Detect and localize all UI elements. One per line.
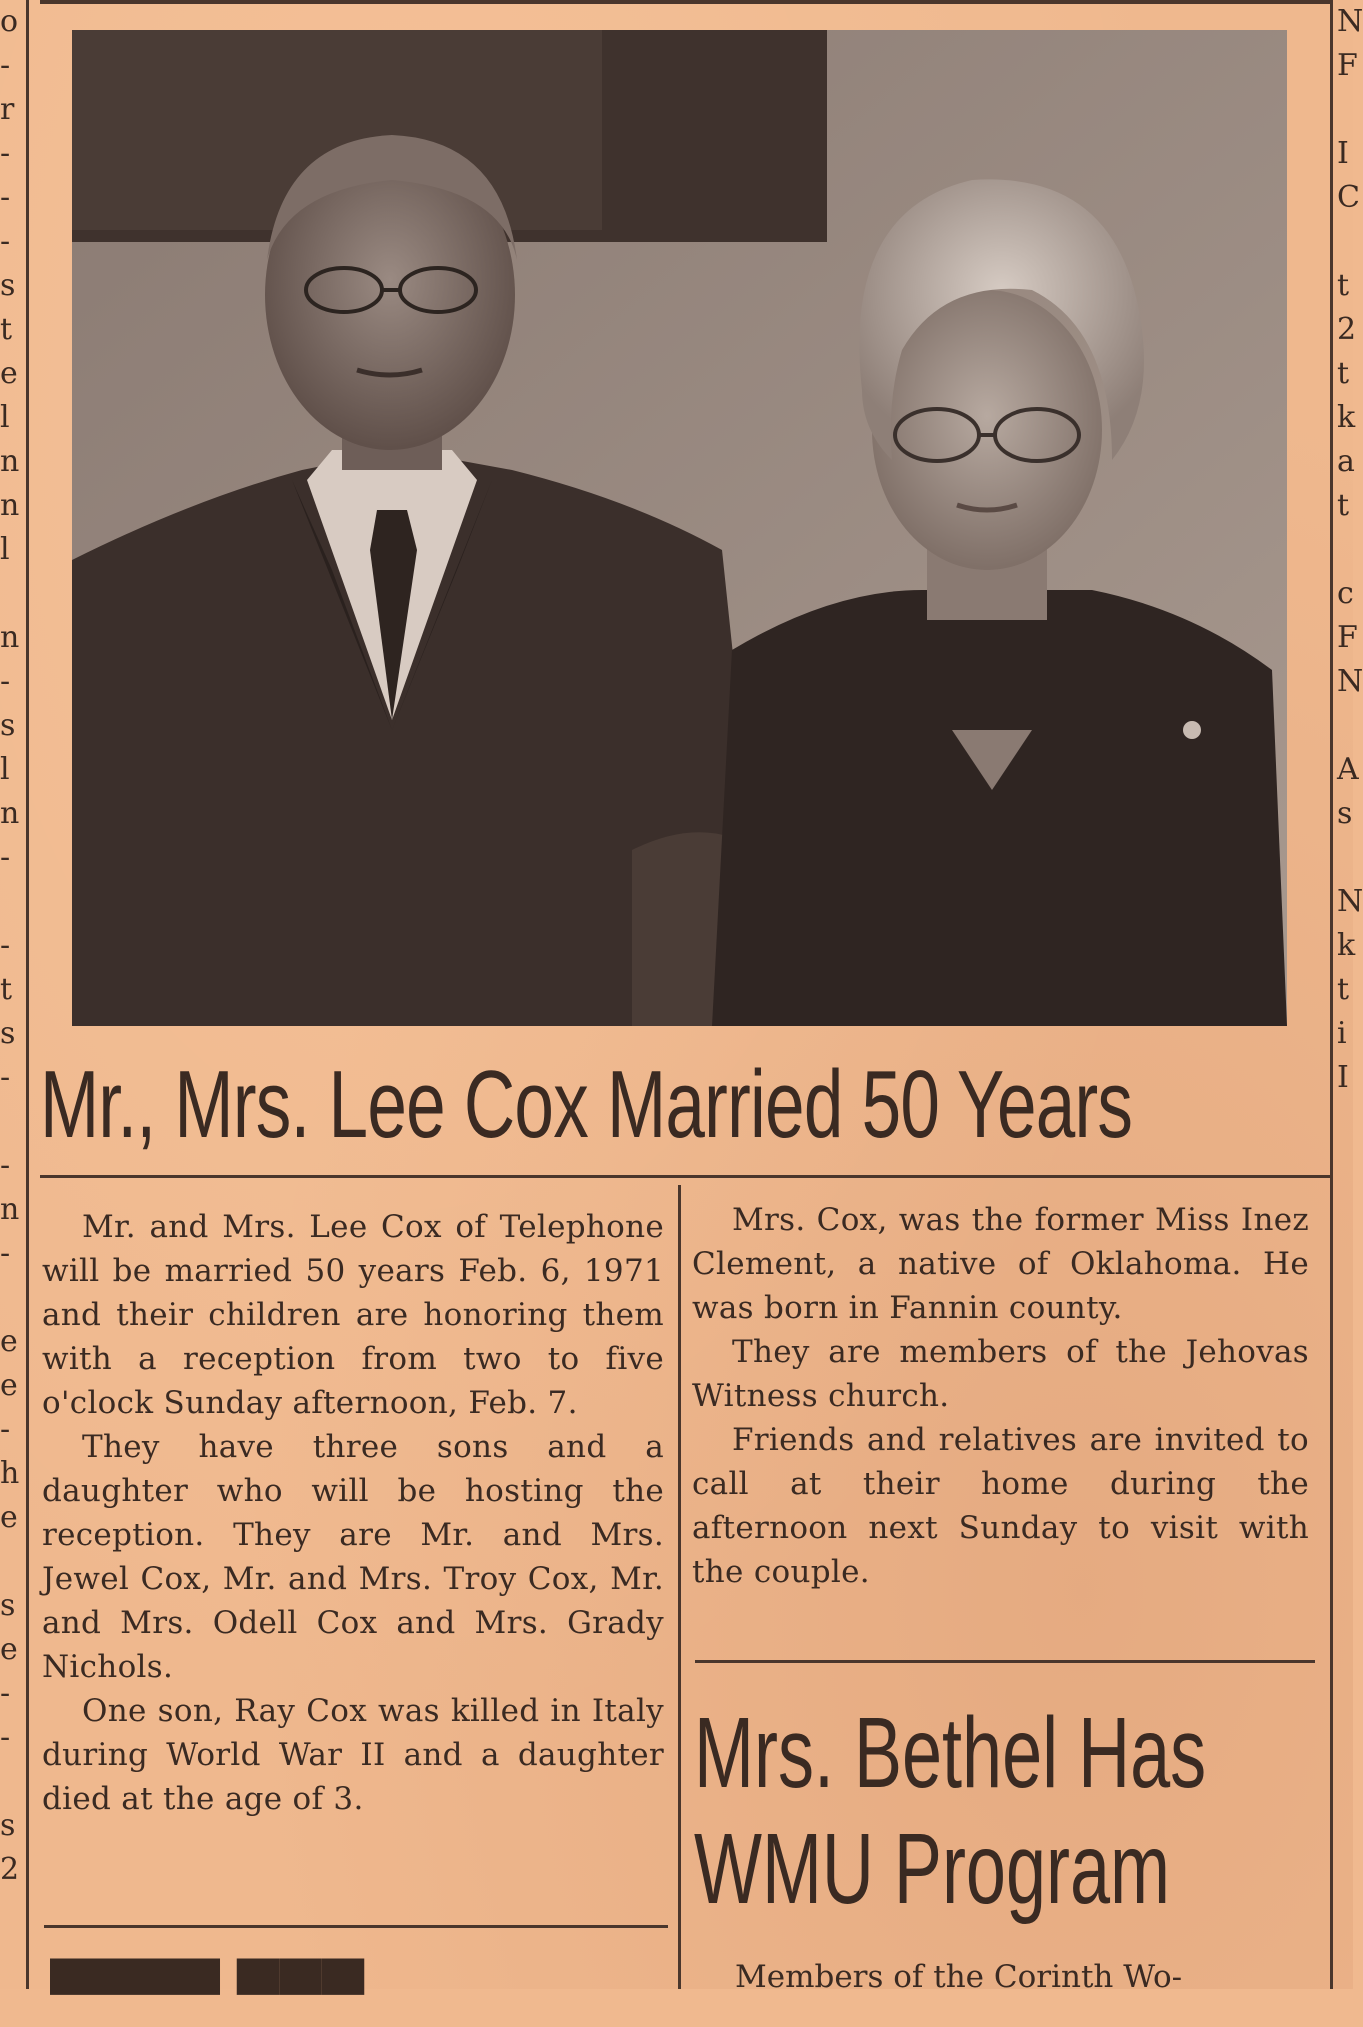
edge-fragment-glyph: - (0, 1060, 11, 1095)
edge-fragment-glyph: N (1337, 4, 1363, 39)
article-paragraph: They have three sons and a daughter who will be hosting the reception. They are Mr. and Mrs. Jewel Cox, Mr. and Mrs. Troy Cox, Mr. and Mrs. Odell Cox and Mrs. Grady Nichols. (42, 1429, 664, 1685)
edge-fragment-glyph: - (0, 928, 11, 963)
article-paragraph: They are members of the Jehovas Witness church. (692, 1334, 1309, 1414)
edge-fragment-glyph: s (0, 1588, 16, 1623)
article-body-right-column (692, 1198, 1309, 1594)
edge-fragment-glyph: t (1337, 972, 1350, 1007)
edge-fragment-glyph: e (0, 1632, 18, 1667)
second-article-headline (694, 1695, 1206, 1927)
edge-fragment-glyph: l (0, 752, 10, 787)
edge-fragment-glyph: F (1337, 48, 1358, 83)
edge-fragment-glyph: F (1337, 620, 1358, 655)
edge-fragment-glyph: n (0, 796, 20, 831)
edge-fragment-glyph: - (0, 1676, 11, 1711)
edge-fragment-glyph: I (1337, 136, 1349, 171)
edge-fragment-glyph: t (0, 312, 13, 347)
edge-fragment-glyph: - (0, 840, 11, 875)
edge-fragment-glyph: - (0, 180, 11, 215)
edge-fragment-glyph: e (0, 1368, 18, 1403)
edge-fragment-glyph: e (0, 1500, 18, 1535)
edge-fragment-glyph: t (1337, 356, 1350, 391)
article-paragraph: Mrs. Cox, was the former Miss Inez Clement, a native of Oklahoma. He was born in Fannin county. (692, 1202, 1309, 1326)
next-headline-fragment: ▀▀▀▀ ▀▀▀ (50, 1959, 365, 2026)
edge-fragment-glyph (0, 880, 22, 924)
edge-fragment-glyph: - (0, 1148, 11, 1183)
second-headline-line2: WMU Program (694, 1813, 1171, 1925)
edge-fragment-glyph: - (0, 1412, 11, 1447)
edge-fragment-glyph: l (0, 532, 10, 567)
article-paragraph: Friends and relatives are invited to call at their home during the afternoon next Sunday to visit with the couple. (692, 1422, 1309, 1590)
edge-fragment-glyph: - (0, 224, 11, 259)
column-rule-right (1330, 0, 1333, 1989)
article-headline: Mr., Mrs. Lee Cox Married 50 Years (40, 1051, 1133, 1158)
edge-fragment-glyph: - (0, 48, 11, 83)
edge-fragment-glyph (1337, 836, 1359, 880)
edge-fragment-glyph: s (0, 1808, 16, 1843)
second-headline-line1: Mrs. Bethel Has (694, 1697, 1207, 1809)
edge-fragment-glyph: s (0, 708, 16, 743)
edge-fragment-glyph (0, 1760, 22, 1804)
edge-fragment-glyph: N (1337, 664, 1363, 699)
edge-fragment-glyph: - (0, 136, 11, 171)
edge-fragment-glyph (0, 1276, 22, 1320)
second-article-body-fragment: Members of the Corinth Wo- (735, 1959, 1183, 1995)
edge-fragment-glyph: o (0, 4, 19, 39)
edge-fragment-glyph: a (1337, 444, 1355, 479)
edge-fragment-glyph: l (0, 400, 10, 435)
article-paragraph: One son, Ray Cox was killed in Italy during World War II and a daughter died at the age of 3. (42, 1693, 664, 1817)
edge-fragment-glyph: C (1337, 180, 1360, 215)
article-end-rule-right (695, 1660, 1315, 1663)
edge-fragment-glyph (1337, 88, 1359, 132)
edge-fragment-glyph: n (0, 1192, 20, 1227)
column-rule-left (26, 0, 29, 1989)
edge-fragment-glyph: s (0, 1016, 16, 1051)
edge-fragment-glyph: 2 (1337, 312, 1357, 347)
adjacent-column-left-fragment (0, 0, 22, 1989)
edge-fragment-glyph: s (1337, 796, 1353, 831)
edge-fragment-glyph: i (1337, 1016, 1347, 1051)
edge-fragment-glyph: c (1337, 576, 1354, 611)
article-end-rule-left (44, 1925, 668, 1928)
edge-fragment-glyph: t (1337, 488, 1350, 523)
edge-fragment-glyph: k (1337, 400, 1356, 435)
edge-fragment-glyph (1337, 528, 1359, 572)
edge-fragment-glyph: - (0, 664, 11, 699)
edge-fragment-glyph: r (0, 92, 15, 127)
edge-fragment-glyph (1337, 220, 1359, 264)
edge-fragment-glyph: - (0, 1236, 11, 1271)
edge-fragment-glyph: N (1337, 884, 1363, 919)
edge-fragment-glyph: A (1337, 752, 1359, 787)
edge-fragment-glyph (0, 572, 22, 616)
edge-fragment-glyph (0, 1540, 22, 1584)
edge-fragment-glyph: t (0, 972, 13, 1007)
edge-fragment-glyph (0, 1100, 22, 1144)
edge-fragment-glyph: e (0, 356, 18, 391)
headline-rule (40, 1175, 1330, 1178)
edge-fragment-glyph (1337, 704, 1359, 748)
edge-fragment-glyph: k (1337, 928, 1356, 963)
edge-fragment-glyph: t (1337, 268, 1350, 303)
edge-fragment-glyph: 2 (0, 1852, 20, 1887)
article-body-left-column (42, 1205, 664, 1821)
column-divider (678, 1185, 681, 1989)
edge-fragment-glyph: n (0, 488, 20, 523)
top-rule (40, 0, 1330, 4)
edge-fragment-glyph: s (0, 268, 16, 303)
edge-fragment-glyph: I (1337, 1060, 1349, 1095)
edge-fragment-glyph: n (0, 444, 20, 479)
article-paragraph: Mr. and Mrs. Lee Cox of Telephone will be married 50 years Feb. 6, 1971 and their children are honoring them with a reception from two to five o'clock Sunday afternoon, Feb. 7. (42, 1209, 664, 1421)
edge-fragment-glyph: e (0, 1324, 18, 1359)
edge-fragment-glyph: - (0, 1720, 11, 1755)
edge-fragment-glyph: n (0, 620, 20, 655)
edge-fragment-glyph: h (0, 1456, 20, 1491)
adjacent-column-right-fragment (1337, 0, 1363, 1989)
couple-photograph (72, 30, 1287, 1026)
